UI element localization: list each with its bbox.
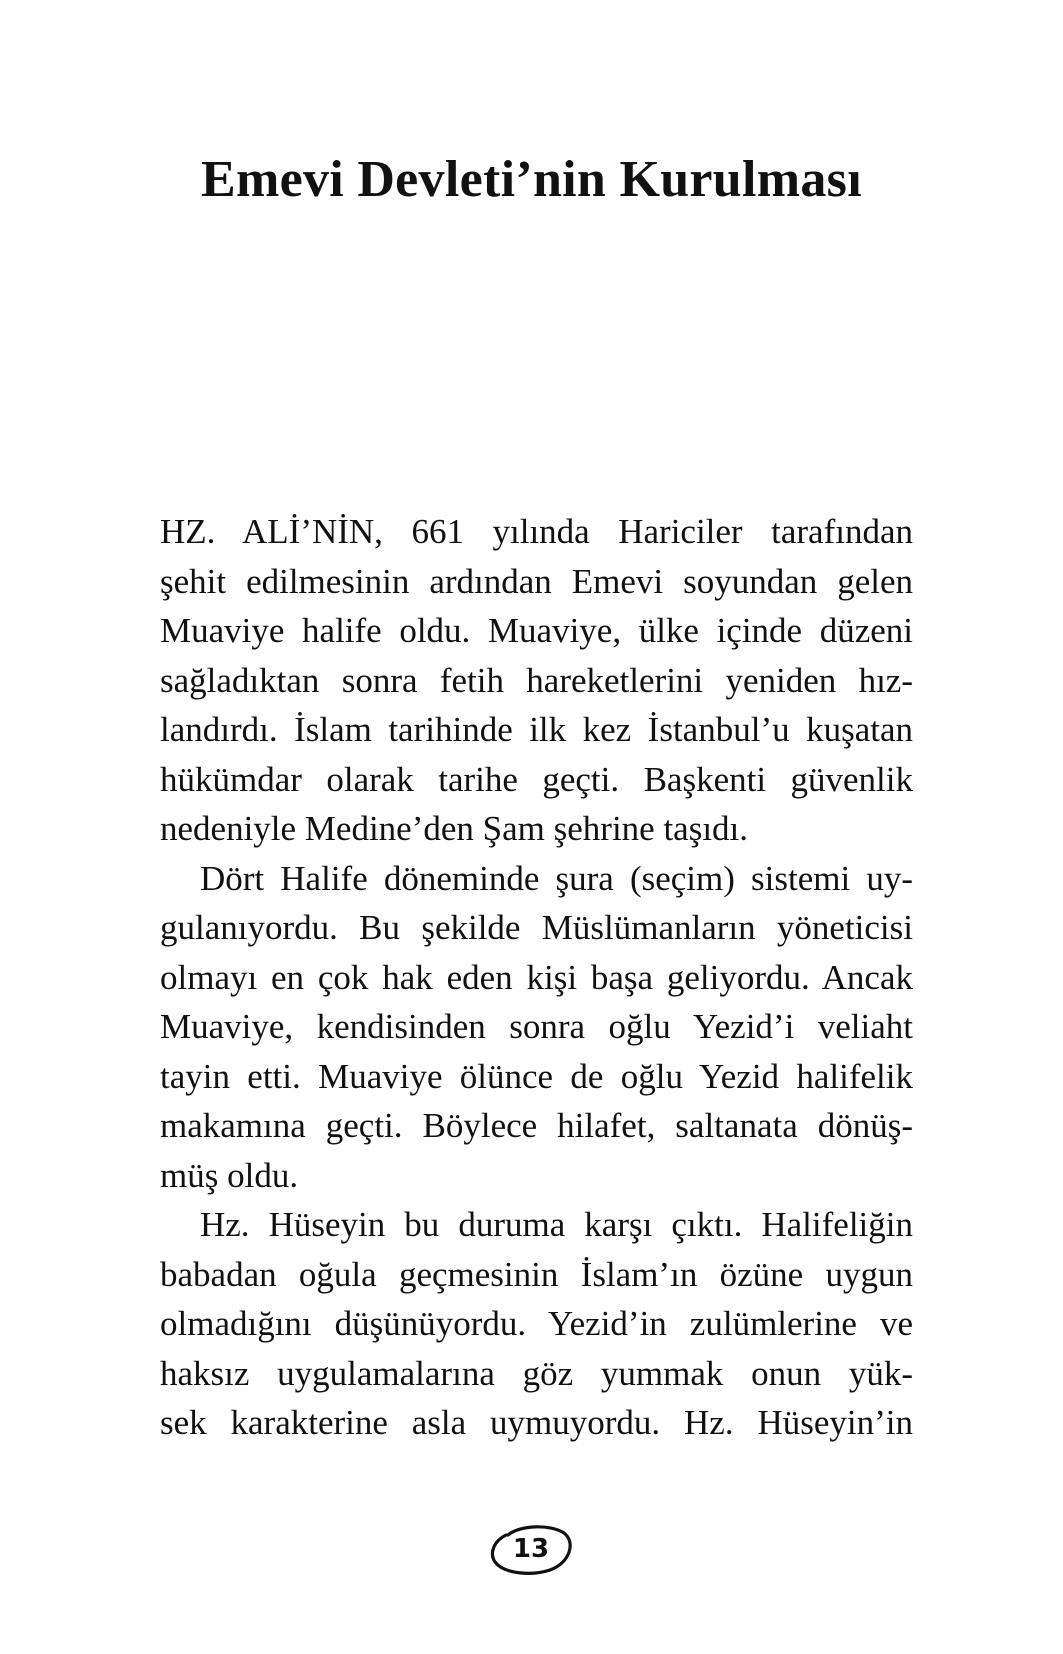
page-number-label: 13	[512, 1534, 550, 1564]
text-line: gulanıyordu. Bu şekilde Müslümanların yöneticisi	[160, 908, 913, 947]
paragraph	[160, 1200, 913, 1448]
paragraph	[160, 507, 913, 854]
body-text	[160, 507, 913, 1448]
page-number	[488, 1521, 574, 1577]
text-line: Hz. Hüseyin bu duruma karşı çıktı. Halifeliğin	[200, 1205, 913, 1244]
text-line: babadan oğula geçmesinin İslam’ın özüne uygun	[160, 1254, 913, 1294]
text-line: sağladıktan sonra fetih hareketlerini yeniden hız-	[160, 660, 913, 700]
text-line: makamına geçti. Böylece hilafet, saltanata dönüş-	[160, 1106, 913, 1145]
text-line: olmadığını düşünüyordu. Yezid’in zulümlerine ve	[160, 1304, 913, 1343]
text-line: Muaviye halife oldu. Muaviye, ülke içinde düzeni	[160, 611, 913, 650]
paragraph	[160, 854, 913, 1201]
text-line: olmayı en çok hak eden kişi başa geliyordu. Ancak	[160, 957, 913, 997]
text-line: şehit edilmesinin ardından Emevi soyundan gelen	[160, 561, 913, 601]
text-line: HZ. ALİ’NİN, 661 yılında Hariciler tarafından	[160, 512, 913, 551]
text-line: haksız uygulamalarına göz yummak onun yük-	[160, 1353, 913, 1393]
text-line: nedeniyle Medine’den Şam şehrine taşıdı.	[160, 809, 749, 848]
text-line: hükümdar olarak tarihe geçti. Başkenti güvenlik	[160, 759, 913, 799]
page-title: Emevi Devleti’nin Kurulması	[201, 151, 862, 208]
text-line: Muaviye, kendisinden sonra oğlu Yezid’i veliaht	[160, 1007, 913, 1046]
text-line: sek karakterine asla uymuyordu. Hz. Hüseyin’in	[160, 1403, 913, 1442]
text-line: tayin etti. Muaviye ölünce de oğlu Yezid halifelik	[160, 1056, 913, 1096]
text-line: Dört Halife döneminde şura (seçim) sistemi uy-	[200, 858, 913, 898]
text-line: müş oldu.	[160, 1155, 299, 1195]
text-line: landırdı. İslam tarihinde ilk kez İstanbul’u kuşatan	[160, 710, 913, 749]
